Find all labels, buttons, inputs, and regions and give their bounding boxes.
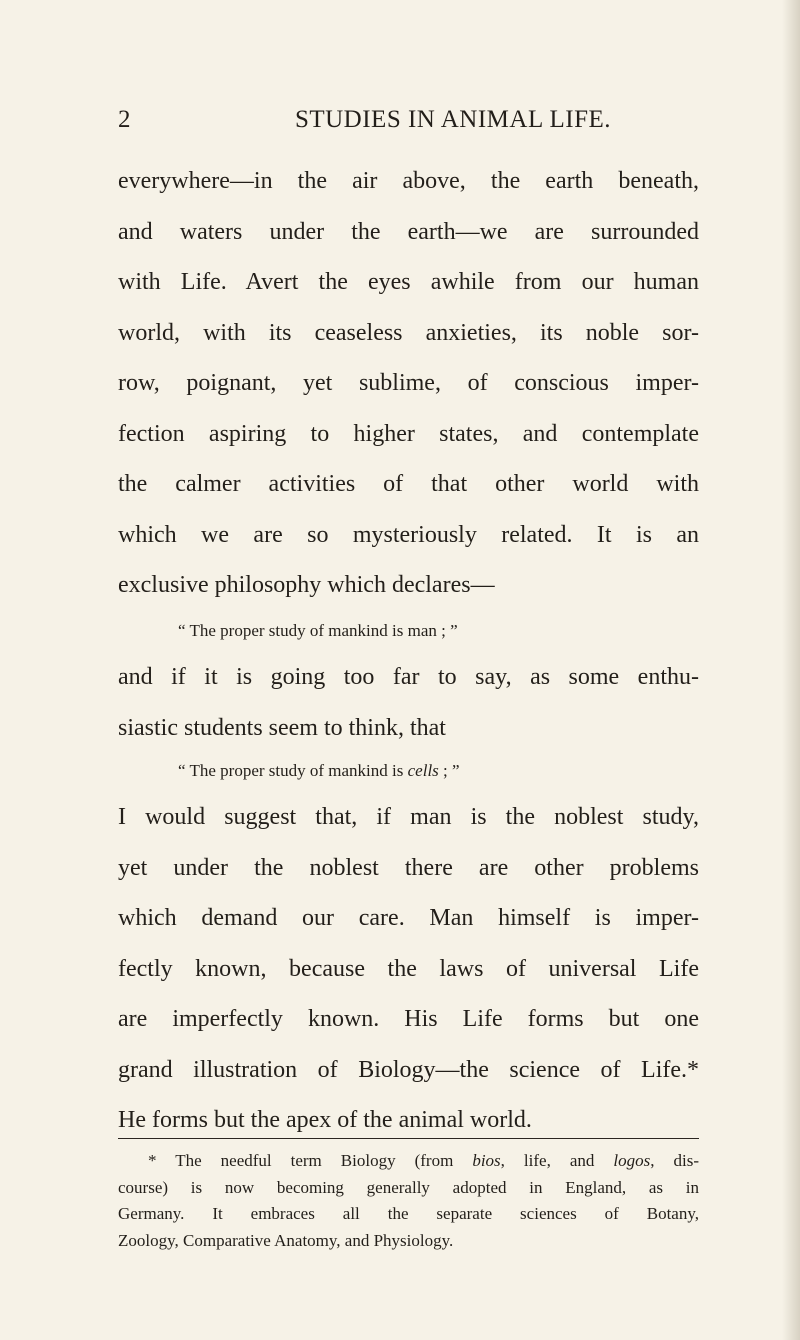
footnote-line	[118, 1148, 699, 1175]
paragraph-1	[118, 156, 699, 611]
text-line: the calmer activities of that other world with	[118, 471, 699, 497]
quote-emphasis: cells	[407, 761, 439, 780]
text-line: grand illustration of Biology—the science of Life.*	[118, 1056, 699, 1083]
running-header	[118, 106, 698, 142]
footnote-line: course) is now becoming generally adopted in England, as in	[118, 1177, 699, 1197]
text-line: everywhere—in the air above, the earth beneath,	[118, 168, 699, 194]
text-line: and waters under the earth—we are surrounded	[118, 218, 699, 245]
footnote	[118, 1148, 699, 1254]
page-number: 2	[118, 106, 131, 133]
footnote-text: , life, and	[500, 1151, 614, 1170]
text-line: and if it is going too far to say, as some enthu-	[118, 664, 699, 690]
quote-text: “ The proper study of mankind is man ; ”	[178, 621, 458, 640]
block-quote-1	[118, 612, 699, 650]
footnote-rule	[118, 1138, 699, 1139]
quote-text-part: ; ”	[438, 761, 460, 780]
footnote-line: Zoology, Comparative Anatomy, and Physiology.	[118, 1230, 454, 1250]
text-line: yet under the noblest there are other problems	[118, 854, 699, 881]
text-line: siastic students seem to think, that	[118, 714, 446, 741]
quote-text	[178, 761, 460, 780]
footnote-italic: bios	[472, 1151, 501, 1170]
text-line: are imperfectly known. His Life forms but one	[118, 1006, 699, 1032]
text-line: He forms but the apex of the animal world.	[118, 1107, 532, 1133]
paragraph-3	[118, 792, 699, 1146]
text-line: exclusive philosophy which declares—	[118, 572, 495, 598]
page-edge-shadow	[782, 0, 800, 1340]
footnote-text: , dis-	[650, 1151, 699, 1170]
block-quote-2	[118, 752, 699, 790]
footnote-text: * The needful term Biology (from	[148, 1151, 473, 1170]
paragraph-2	[118, 652, 699, 753]
text-line: fection aspiring to higher states, and contemplate	[118, 420, 699, 447]
text-line: I would suggest that, if man is the noblest study,	[118, 804, 699, 830]
quote-text-part: “ The proper study of mankind is	[178, 761, 408, 780]
footnote-line: Germany. It embraces all the separate sciences of Botany,	[118, 1204, 699, 1223]
text-line: world, with its ceaseless anxieties, its noble sor-	[118, 319, 699, 346]
footnote-italic: logos	[613, 1151, 651, 1170]
text-line: which we are so mysteriously related. It is an	[118, 521, 699, 548]
running-title: STUDIES IN ANIMAL LIFE.	[294, 106, 612, 133]
text-line: which demand our care. Man himself is imper-	[118, 905, 699, 931]
text-line: with Life. Avert the eyes awhile from our human	[118, 269, 699, 295]
text-line: fectly known, because the laws of universal Life	[118, 955, 699, 982]
text-line: row, poignant, yet sublime, of conscious imper-	[118, 370, 699, 396]
